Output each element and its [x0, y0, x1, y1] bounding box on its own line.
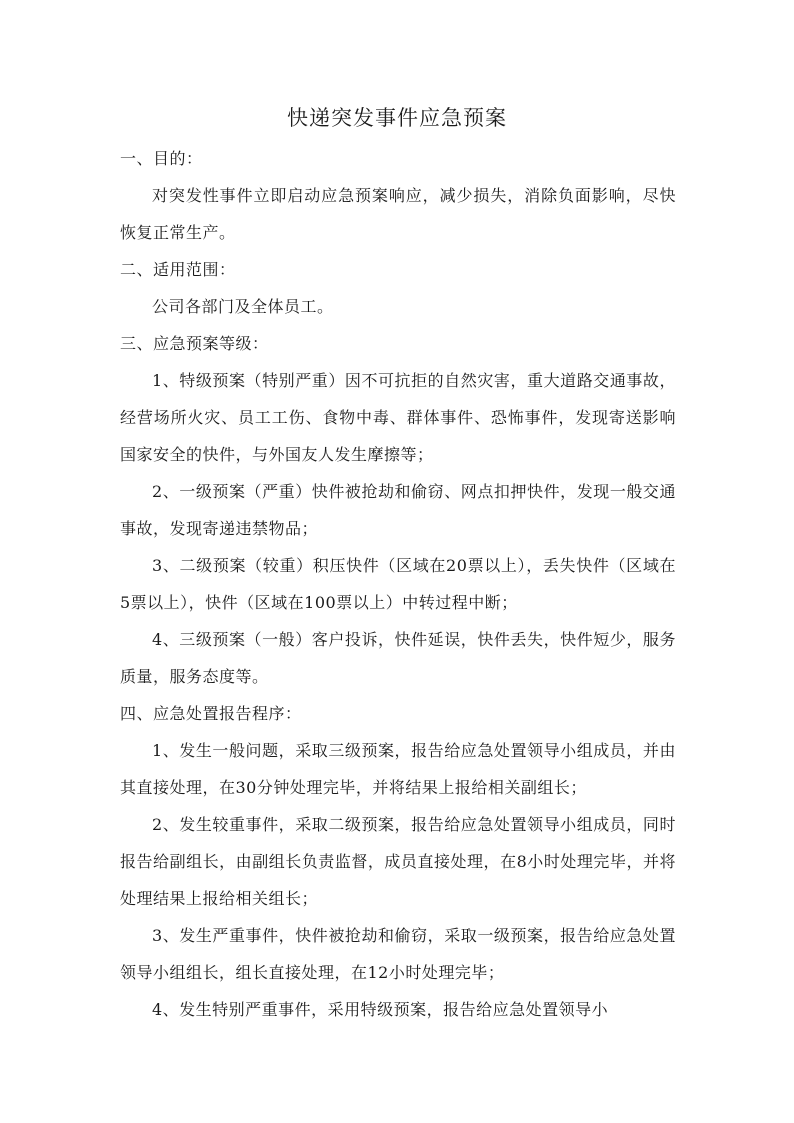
- document-body: [120, 140, 676, 1028]
- paragraph-procedure-3: 3、发生严重事件，快件被抢劫和偷窃，采取一级预案，报告给应急处置领导小组组长，组长直接处理，在12小时处理完毕；: [120, 926, 676, 982]
- paragraph-procedure-1: 1、发生一般问题，采取三级预案，报告给应急处置领导小组成员，并由其直接处理，在30分钟处理完毕，并将结果上报给相关副组长；: [120, 741, 676, 797]
- document-title: 快递突发事件应急预案: [287, 106, 507, 130]
- paragraph-level-three: 4、三级预案（一般）客户投诉，快件延误，快件丢失，快件短少，服务质量，服务态度等。: [120, 630, 676, 686]
- section-heading-scope: 二、适用范围：: [120, 260, 236, 279]
- section-heading-levels: 三、应急预案等级：: [120, 334, 269, 353]
- paragraph-level-special: 1、特级预案（特别严重）因不可抗拒的自然灾害，重大道路交通事故，经营场所火灾、员工工伤、食物中毒、群体事件、恐怖事件，发现寄送影响国家安全的快件，与外国友人发生摩擦等；: [120, 371, 676, 464]
- paragraph-procedure-4: 4、发生特别严重事件，采用特级预案，报告给应急处置领导小: [152, 1000, 609, 1019]
- paragraph-level-one: 2、一级预案（严重）快件被抢劫和偷窃、网点扣押快件，发现一般交通事故，发现寄递违禁物品；: [120, 482, 676, 538]
- paragraph-procedure-2: 2、发生较重事件，采取二级预案，报告给应急处置领导小组成员，同时报告给副组长，由副组长负责监督，成员直接处理，在8小时处理完毕，并将处理结果上报给相关组长；: [120, 815, 676, 908]
- paragraph-level-two: 3、二级预案（较重）积压快件（区域在20票以上），丢失快件（区域在5票以上），快件（区域在100票以上）中转过程中断；: [120, 556, 676, 612]
- paragraph-scope: 公司各部门及全体员工。: [152, 297, 334, 316]
- paragraph-purpose: 对突发性事件立即启动应急预案响应，减少损失，消除负面影响，尽快恢复正常生产。: [120, 186, 676, 242]
- section-heading-procedure: 四、应急处置报告程序：: [120, 704, 302, 723]
- section-heading-purpose: 一、目的：: [120, 149, 203, 168]
